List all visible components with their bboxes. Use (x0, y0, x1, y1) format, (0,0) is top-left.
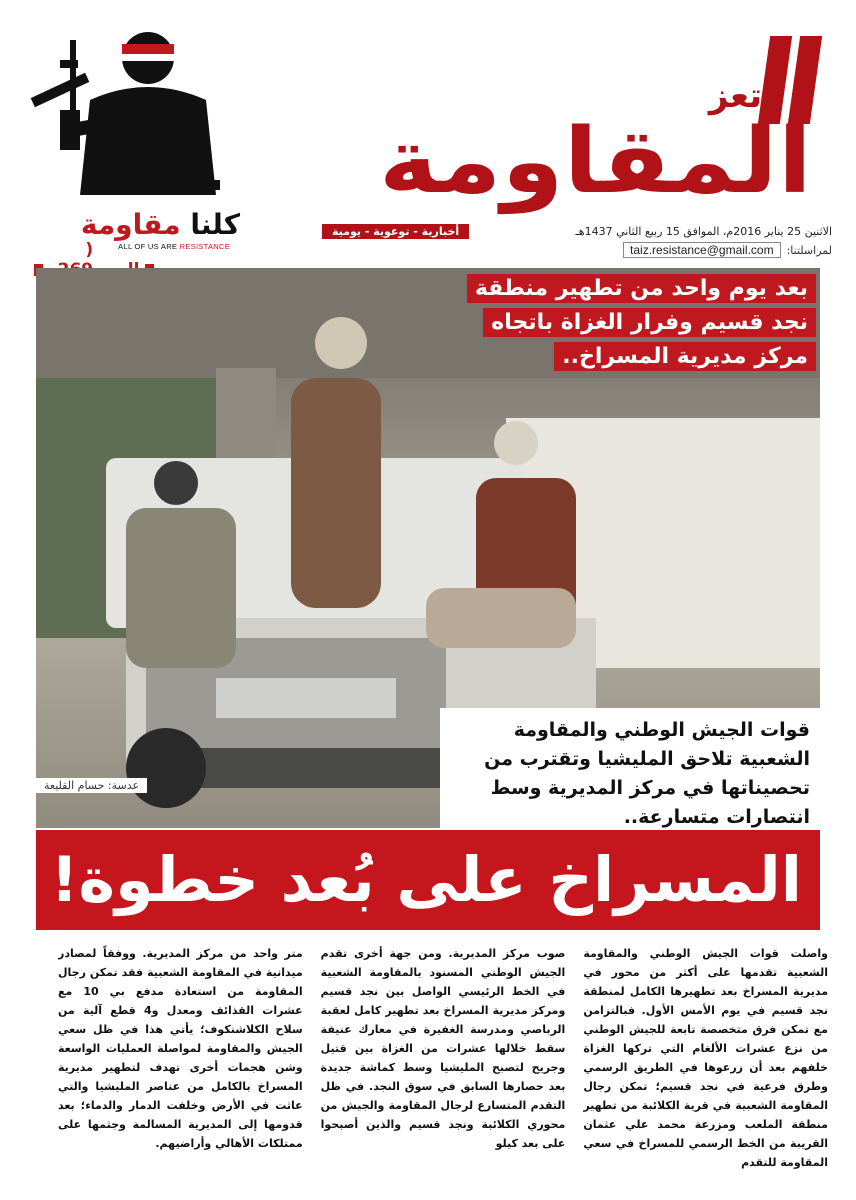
logo-slogan-en-red: RESISTANCE (179, 242, 230, 251)
newspaper-brand (332, 36, 832, 226)
brand-city: تعز (708, 76, 762, 116)
article-column (321, 944, 566, 1184)
logo-slogan-en-prefix: ALL OF US ARE (118, 242, 180, 251)
masthead (0, 0, 856, 268)
article-column-text: صوب مركز المديرية. ومن جهة أخرى تقدم الجيش الوطني المسنود بالمقاومة الشعبية في الخط الرئيسي الواصل بين نجد قسيم ومركز مديرية المسراخ بعد تطهير كامل لعقبة الرباصي ومدرسة الغفيرة في معارك عنيفة سقط خلالها عشرات من الغزاة بين قتيل وجريح لتصبح المليشيا وسط كماشة جديدة بعد حصارها السابق في سوق النجد. في ظل التقدم المتسارع لرجال المقاومة والجيش من محوري الكلائبة ونجد قسيم والذين أصبحوا على بعد كيلو (320, 947, 566, 1150)
article-column-text: متر واحد من مركز المديرية. ووفقاً لمصادر ميدانية في المقاومة الشعبية فقد تمكن رجال المقاومة من استعادة مدفع بي 10 مع عشرات القذائف ومعدل و4 قطع آلية من سلاح الكلاشنكوف؛ يأتي هذا في ظل سعي الجيش والمقاومة لمواصلة العمليات الواسعة وشن هجمات أخرى تهدف لتطهير مديرية المسراخ بالكامل من عناصر المليشيا والتي عاثت في الأرض وخلفت الدمار والدماء؛ بعد قدومها إلى المديرية المسالمة وجثمها على ممتلكات الأهالي وأراضيهم. (57, 947, 303, 1150)
article-column (58, 944, 303, 1184)
resistance-logo (20, 30, 240, 260)
masthead-meta (322, 222, 832, 240)
article-column-text: واصلت قوات الجيش الوطني والمقاومة الشعبية تقدمها على أكثر من محور في مديرية المسراخ بعد تطهيرها الكامل لمنطقة نجد قسيم في يوم الأمس الأول. فبالتزامن مع تمكن فرق متخصصة تابعة للجيش الوطني من نزع عشرات الألغام التي تركها الغزاة خلفهم بعد أن زرعوها في الطريق الرسمي وطرق فرعية في نجد قسيم؛ تمكن رجال المقاومة الشعبية في قرية الكلائبة من تطهير منطقة الملعب ومزرعة محمد علي عثمان القريبة من الخط الرسمي للمسراخ في سعي المقاومة للتقدم (583, 947, 828, 1169)
issue-date: الاثنين 25 يناير 2016م، الموافق 15 ربيع الثاني 1437هـ (575, 224, 832, 238)
contact-label: لمراسلتنا: (786, 243, 832, 257)
issue-value: ( (85, 240, 94, 260)
contact-email[interactable]: taiz.resistance@gmail.com (623, 242, 781, 258)
top-kicker (456, 272, 816, 374)
logo-slogan-black: كلنا (190, 208, 240, 241)
logo-slogan-red: مقاومة (80, 208, 181, 241)
armed-fighter-silhouette-icon (30, 30, 230, 195)
brand-name: المقاومة (378, 108, 812, 214)
top-kicker-line: بعد يوم واحد من تطهير منطقة (467, 274, 816, 303)
sub-headline: قوات الجيش الوطني والمقاومة الشعبية تلاحق المليشيا وتقترب من تحصيناتها في مركز المديرية وسط انتصارات متسارعة.. (440, 708, 820, 840)
article-body (58, 944, 828, 1184)
paper-tags: أخبارية - توعوية - يومية (322, 224, 469, 239)
main-headline-banner (36, 830, 820, 930)
top-kicker-line: مركز مديرية المسراخ.. (554, 342, 816, 371)
main-headline: المسراخ على بُعد خطوة! (50, 843, 802, 916)
top-kicker-line: نجد قسيم وفرار الغزاة باتجاه (483, 308, 816, 337)
contact-line (623, 242, 832, 258)
logo-slogan (60, 210, 240, 240)
photo-credit: عدسة: حسام القليعة (36, 778, 147, 793)
article-column (583, 944, 828, 1184)
